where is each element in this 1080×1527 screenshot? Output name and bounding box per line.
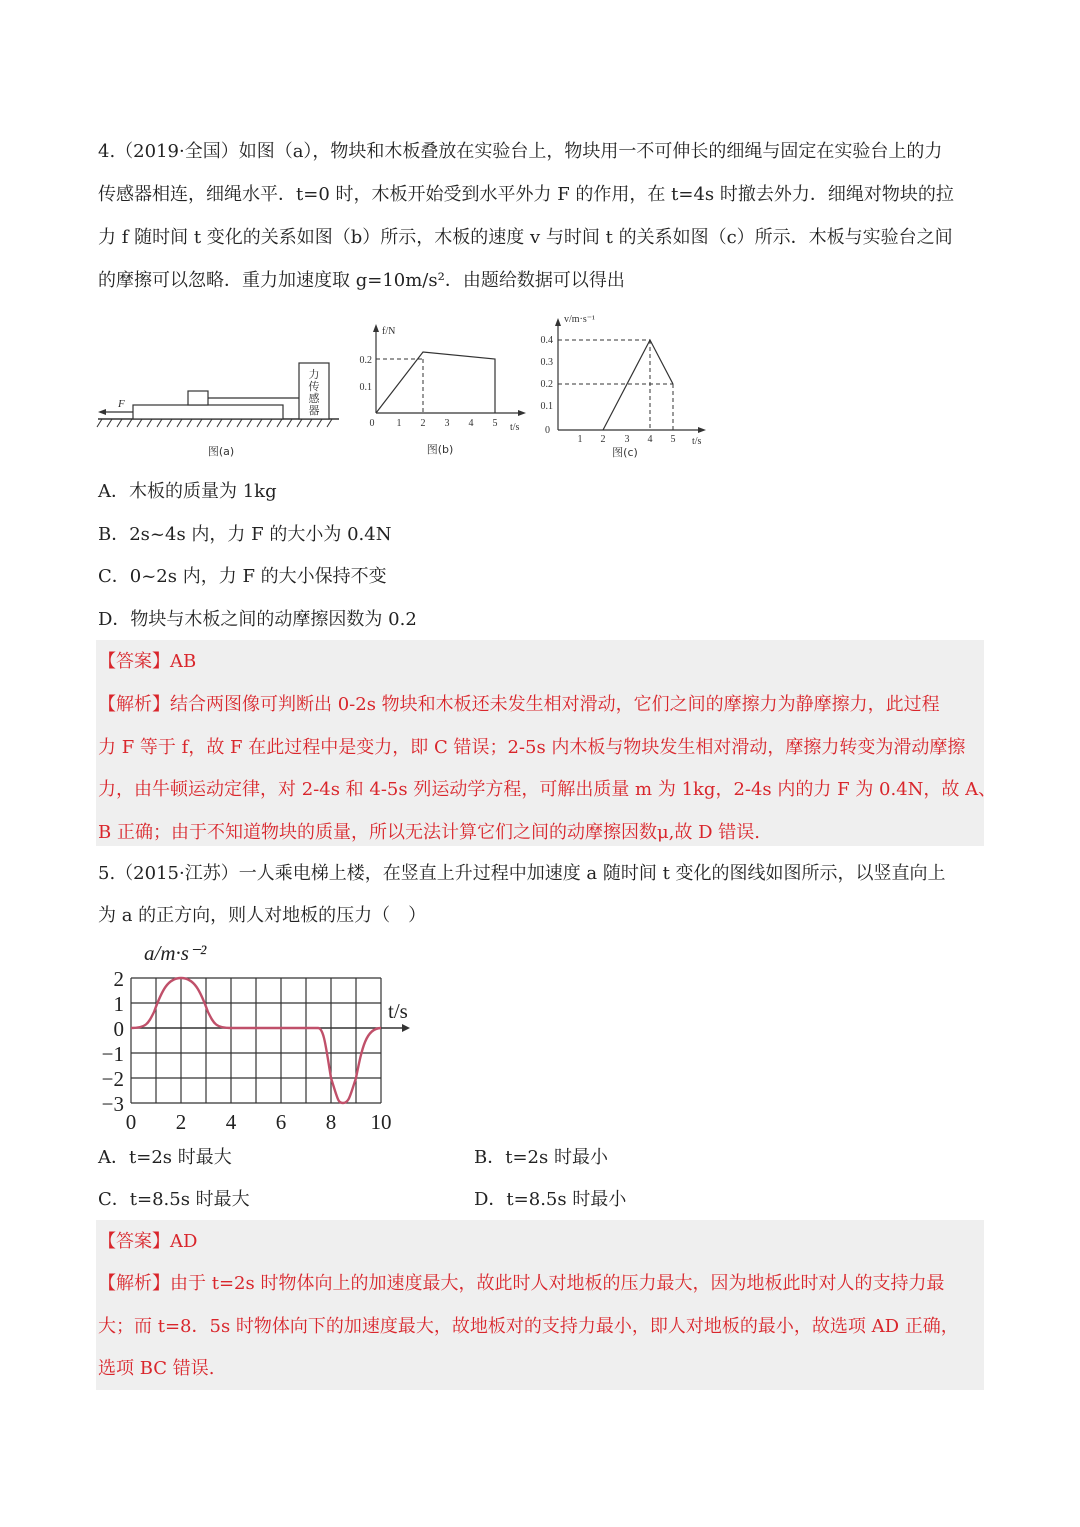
q5-ytick: 2 [113,967,124,991]
figure-c [530,310,715,465]
fig-c-xtick: 3 [624,434,630,445]
fig-c-ytick: 0.2 [540,379,553,390]
q5-xtick: 10 [370,1110,392,1134]
q4-analysis-line-1: 【解析】结合两图像可判断出 0-2s 物块和木板还未发生相对滑动，它们之间的摩擦力为静摩擦力，此过程 [98,694,940,715]
fig-b-xtick: 2 [420,418,426,429]
q5-xlabel: t/s [388,999,408,1023]
q5-xtick: 0 [125,1110,137,1134]
arrow-head-icon [98,409,106,415]
fig-c-xtick: 5 [670,434,676,445]
fig-b-xtick: 1 [396,418,402,429]
q5-analysis-line-2: 大；而 t=8．5s 时物体向下的加速度最大，故地板对的支持力最小，即人对地板的最小，故选项 AD 正确， [98,1316,959,1337]
q4-line-4: 的摩擦可以忽略．重力加速度取 g=10m/s²．由题给数据可以得出 [98,270,625,291]
fig-c-ytick: 0.4 [540,335,553,346]
q5-option-d: D．t=8.5s 时最小 [474,1189,627,1210]
fig-c-xtick: 4 [647,434,653,445]
q5-option-a: A．t=2s 时最大 [98,1147,232,1168]
fig-b-xtick: 0 [369,418,375,429]
q4-analysis-line-3: 力，由牛顿运动定律，对 2-4s 和 4-5s 列运动学方程，可解出质量 m 为 1kg，2-4s 内的力 F 为 0.4N，故 A、 [98,779,997,800]
fig-c-ytick: 0.3 [540,357,553,368]
q4-option-a: A．木板的质量为 1kg [98,481,277,502]
q5-option-c: C．t=8.5s 时最大 [98,1189,250,1210]
block [188,391,208,405]
q5-grid [131,978,381,1103]
fig-c-curve [603,340,673,430]
fig-c-ylabel: v/m·s⁻¹ [564,314,596,325]
q4-option-b: B．2s~4s 内，力 F 的大小为 0.4N [98,524,392,545]
q5-xtick: 2 [175,1110,187,1134]
q4-analysis-line-4: B 正确；由于不知道物块的质量，所以无法计算它们之间的动摩擦因数μ,故 D 错误. [98,822,760,843]
q5-ytick: 0 [113,1017,124,1041]
q5-analysis-line-3: 选项 BC 错误. [98,1358,215,1379]
sensor-char-2: 传 [308,380,320,393]
force-label: F [118,398,125,410]
q5-ytick: −3 [101,1092,124,1116]
q4-line-3: 力 f 随时间 t 变化的关系如图（b）所示，木板的速度 v 与时间 t 的关系如图（c）所示．木板与实验台之间 [98,227,953,248]
fig-b-curve [376,352,495,413]
fig-a-caption: 图(a) [207,445,235,458]
q5-ytick: −1 [101,1042,124,1066]
fig-c-ytick: 0.1 [540,401,553,412]
q5-option-b: B．t=2s 时最小 [474,1147,608,1168]
fig-b-ytick: 0.1 [359,382,372,393]
fig-c-xlabel: t/s [692,436,702,447]
q5-xtick: 6 [275,1110,287,1134]
board [133,405,283,419]
fig-b-ylabel: f/N [382,326,396,337]
q4-option-c: C．0~2s 内，力 F 的大小保持不变 [98,566,387,587]
fig-c-caption: 图(c) [612,446,638,459]
sensor-char-3: 感 [308,392,320,405]
q5-graph [96,938,436,1138]
fig-b-xtick: 5 [492,418,498,429]
q4-option-d: D．物块与木板之间的动摩擦因数为 0.2 [98,609,417,630]
fig-b-xlabel: t/s [510,422,520,433]
q5-ytick: −2 [101,1067,124,1091]
sensor-char-1: 力 [308,368,320,381]
q5-analysis-line-1: 【解析】由于 t=2s 时物体向上的加速度最大，故此时人对地板的压力最大，因为地板此时对人的支持力最 [98,1273,945,1294]
figure-a [96,355,346,465]
fig-c-ytick: 0 [545,425,550,436]
q5-line-2: 为 a 的正方向，则人对地板的压力（ ） [98,905,427,926]
q5-answer: 【答案】AD [98,1231,198,1252]
fig-c-xtick: 1 [577,434,583,445]
fig-b-xtick: 3 [444,418,450,429]
fig-c-xtick: 2 [600,434,606,445]
figure-b [350,318,530,463]
q4-line-1: 4.（2019·全国）如图（a），物块和木板叠放在实验台上，物块用一不可伸长的细绳与固定在实验台上的力 [98,141,943,162]
fig-b-caption: 图(b) [426,443,454,456]
q4-line-2: 传感器相连，细绳水平．t=0 时，木板开始受到水平外力 F 的作用，在 t=4s 时撤去外力．细绳对物块的拉 [98,184,954,205]
q4-analysis-line-2: 力 F 等于 f，故 F 在此过程中是变力，即 C 错误；2-5s 内木板与物块发生相对滑动，摩擦力转变为滑动摩擦 [98,737,966,758]
q5-ylabel: a/m·s⁻² [144,941,207,965]
fig-b-xtick: 4 [468,418,474,429]
fig-b-ytick: 0.2 [359,355,372,366]
q5-xtick: 4 [225,1110,237,1134]
q5-ytick: 1 [113,992,124,1016]
q4-answer: 【答案】AB [98,651,197,672]
q5-line-1: 5.（2015·江苏）一人乘电梯上楼，在竖直上升过程中加速度 a 随时间 t 变化的图线如图所示，以竖直向上 [98,863,946,884]
q5-xtick: 8 [325,1110,337,1134]
sensor-char-4: 器 [308,404,320,417]
